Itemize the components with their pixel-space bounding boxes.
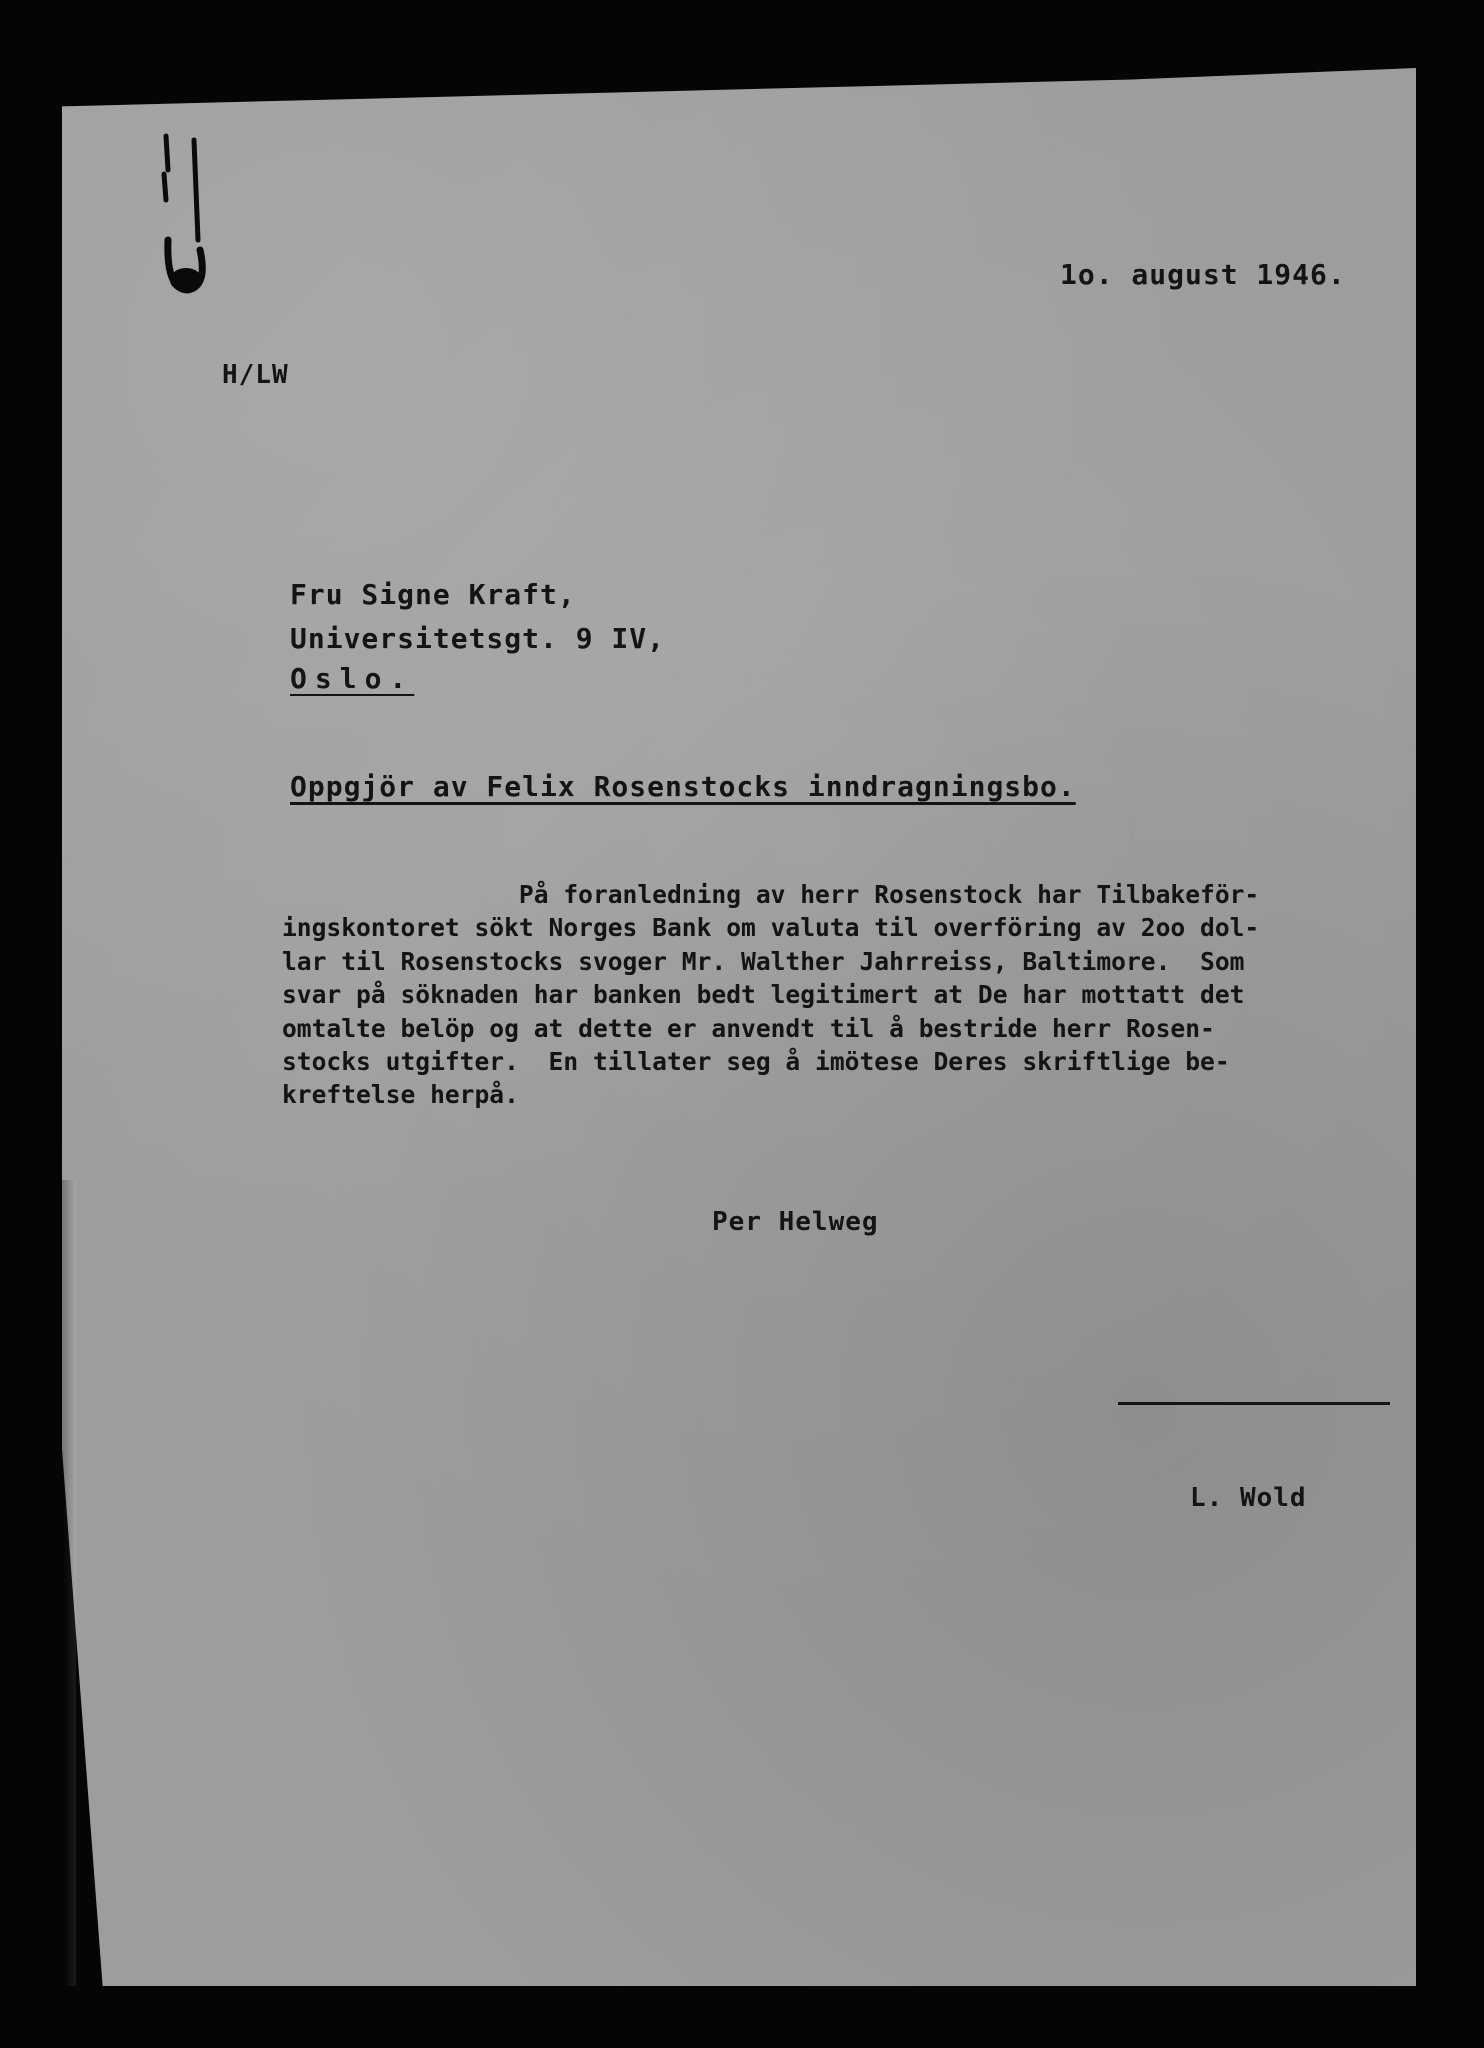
body-line: stocks utgifter. En tillater seg å imötese Deres skriftlige be- [282, 1047, 1230, 1077]
reference-code: H/LW [222, 360, 289, 390]
signature-per-helweg: Per Helweg [712, 1207, 879, 1237]
letter-subject: Oppgjör av Felix Rosenstocks inndragningsbo. [290, 770, 1076, 803]
body-line: På foranledning av herr Rosenstock har Tilbakeför- [282, 880, 1260, 909]
letter-date: 1o. august 1946. [1060, 258, 1346, 291]
recipient-city: Oslo. [290, 662, 415, 695]
body-line: svar på söknaden har banken bedt legitimert at De har mottatt det [282, 980, 1245, 1010]
body-line: lar til Rosenstocks svoger Mr. Walther Jahrreiss, Baltimore. Som [282, 946, 1245, 976]
recipient-street: Universitetsgt. 9 IV, [290, 622, 666, 655]
recipient-name: Fru Signe Kraft, [290, 578, 576, 611]
paper-fold-shadow [62, 1180, 76, 1986]
body-line: ingskontoret sökt Norges Bank om valuta til overföring av 2oo dol- [282, 913, 1260, 943]
signature-line [1118, 1402, 1390, 1405]
signature-l-wold: L. Wold [1190, 1483, 1307, 1513]
body-line: kreftelse herpå. [282, 1080, 519, 1110]
letter-body [282, 878, 1402, 1112]
body-line: omtalte belöp og at dette er anvendt til å bestride herr Rosen- [282, 1013, 1215, 1043]
paperclip-mark [160, 130, 210, 300]
